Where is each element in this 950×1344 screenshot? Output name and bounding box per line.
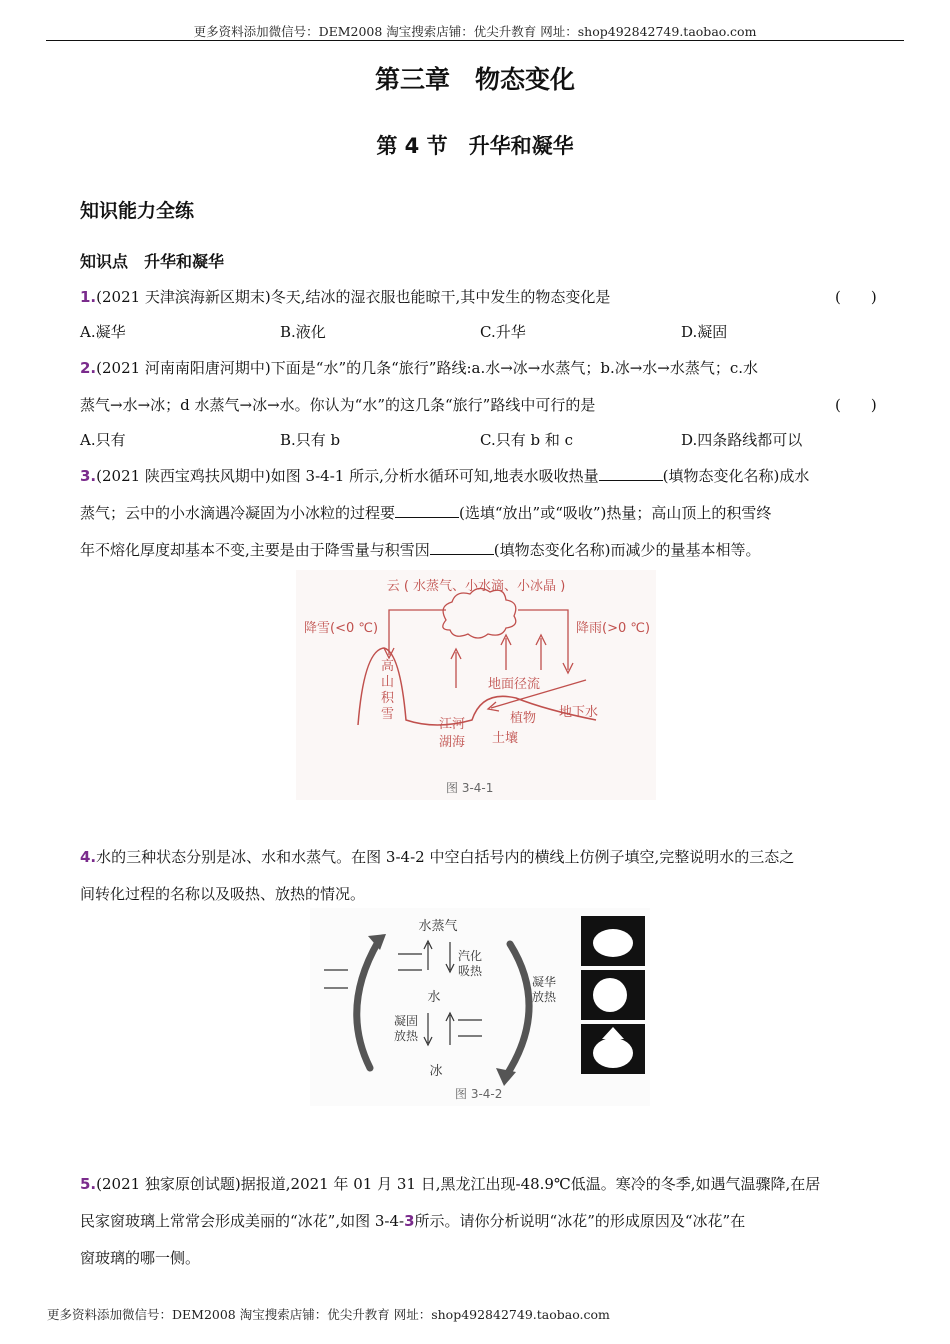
deposit-label: 凝华: [532, 975, 557, 989]
question-2-line-2: 蒸气→水→冰；d 水蒸气→冰→水。你认为“水”的这几条“旅行”路线中可行的是: [80, 396, 596, 414]
rain-label: 降雨(>0 ℃): [576, 621, 651, 636]
mountain-label-4: 雪: [381, 707, 395, 722]
ice-label: 冰: [429, 1064, 443, 1079]
question-3-line-2: [80, 502, 771, 523]
option-a: A.凝华: [80, 323, 126, 341]
question-3: [80, 465, 809, 486]
question-5-line-3: 窗玻璃的哪一侧。: [80, 1249, 201, 1267]
snow-label: 降雪(<0 ℃): [304, 621, 379, 636]
question-text: (2021 独家原创试题)据报道,2021 年 01 月 31 日,黑龙江出现-48.9℃低温。寒冷的冬季,如遇气温骤降,在居: [96, 1175, 821, 1193]
ice-cartoon-figure: [593, 1038, 633, 1068]
water-label: 水: [427, 990, 441, 1005]
lake-label-1: 江河: [439, 717, 466, 732]
vaporize-label: 汽化: [458, 949, 483, 963]
mountain-label-1: 高: [381, 659, 395, 674]
option-d: D.四条路线都可以: [681, 431, 803, 449]
deposit-heat-label: 放热: [532, 990, 557, 1004]
question-number: 5.: [80, 1175, 97, 1193]
page-header: 更多资料添加微信号：DEM2008 淘宝搜索店铺：优尖升教育 网址：shop492842749.taobao.com: [193, 24, 757, 39]
question-text: 民家窗玻璃上常常会形成美丽的“冰花”,如图 3-4-: [80, 1212, 405, 1230]
option-b: B.液化: [280, 323, 326, 341]
question-3-line-3: [80, 539, 761, 560]
question-4: [80, 846, 794, 867]
chapter-title: 第三章 物态变化: [374, 65, 575, 94]
figure-caption: 图 3-4-2: [455, 1087, 503, 1101]
section-title: 第 4 节 升华和凝华: [376, 134, 574, 158]
question-number: 2.: [80, 359, 97, 377]
plant-label: 植物: [510, 711, 537, 726]
question-text: (选填“放出”或“吸收”)热量；高山顶上的积雪终: [459, 504, 772, 522]
part-title: 知识能力全练: [80, 200, 195, 222]
question-number: 4.: [80, 848, 97, 866]
cloud-label: 云 ( 水蒸气、小水滴、小冰晶 ): [386, 579, 566, 594]
question-text: (2021 河南南阳唐河期中)下面是“水”的几条“旅行”路线:a.水→冰→水蒸气；b.冰→水→水蒸气；c.水: [96, 359, 759, 377]
question-text: (填物态变化名称)成水: [662, 467, 810, 485]
question-text: (2021 陕西宝鸡扶风期中)如图 3-4-1 所示,分析水循环可知,地表水吸收热量: [96, 467, 599, 485]
question-2: [80, 357, 758, 378]
fill-blank[interactable]: [395, 503, 459, 518]
figure-caption: 图 3-4-1: [446, 781, 494, 795]
question-text: 蒸气；云中的小水滴遇冷凝固为小冰粒的过程要: [80, 504, 396, 522]
fill-blank[interactable]: [430, 540, 494, 555]
freeze-label: 凝固: [394, 1014, 419, 1028]
groundwater-label: 地下水: [559, 705, 599, 720]
page-footer: 更多资料添加微信号：DEM2008 淘宝搜索店铺：优尖升教育 网址：shop492842749.taobao.com: [47, 1307, 610, 1322]
question-text: (填物态变化名称)而减少的量基本相等。: [493, 541, 761, 559]
vaporize-heat-label: 吸热: [458, 964, 483, 978]
mountain-label-3: 积: [381, 691, 395, 706]
fill-blank[interactable]: [599, 466, 663, 481]
question-number: 1.: [80, 288, 97, 306]
question-number: 3.: [80, 467, 97, 485]
question-5: [80, 1173, 820, 1194]
option-a: A.只有: [80, 431, 126, 449]
runoff-label: 地面径流: [488, 677, 541, 692]
option-c: C.只有 b 和 c: [480, 431, 574, 449]
figure-background: [296, 570, 656, 800]
water-cycle-figure: [296, 570, 656, 800]
water-cartoon-figure: [593, 978, 627, 1012]
header-divider: [46, 40, 904, 41]
question-5-line-2: [80, 1210, 745, 1231]
knowledge-point-title: 知识点 升华和凝华: [80, 252, 225, 271]
cartoon-panels: [580, 915, 646, 1075]
answer-bracket: ( ): [835, 288, 877, 306]
vapor-label: 水蒸气: [418, 919, 458, 934]
vapor-cartoon-figure: [593, 929, 633, 957]
option-d: D.凝固: [681, 323, 728, 341]
mountain-label-2: 山: [381, 675, 395, 690]
question-4-line-2: 间转化过程的名称以及吸热、放热的情况。: [80, 885, 366, 903]
lake-label-2: 湖海: [439, 735, 466, 750]
figure-number: 3: [404, 1212, 415, 1230]
question-text: 年不熔化厚度却基本不变,主要是由于降雪量与积雪因: [80, 541, 430, 559]
option-c: C.升华: [480, 323, 526, 341]
question-1: [80, 286, 610, 307]
question-text: (2021 天津滨海新区期末)冬天,结冰的湿衣服也能晾干,其中发生的物态变化是: [96, 288, 611, 306]
soil-label: 土壤: [492, 731, 519, 746]
option-b: B.只有 b: [280, 431, 341, 449]
freeze-heat-label: 放热: [394, 1029, 419, 1043]
question-text: 所示。请你分析说明“冰花”的形成原因及“冰花”在: [414, 1212, 746, 1230]
answer-bracket: ( ): [835, 396, 877, 414]
question-text: 水的三种状态分别是冰、水和水蒸气。在图 3-4-2 中空白括号内的横线上仿例子填空,完整说明水的三态之: [96, 848, 795, 866]
